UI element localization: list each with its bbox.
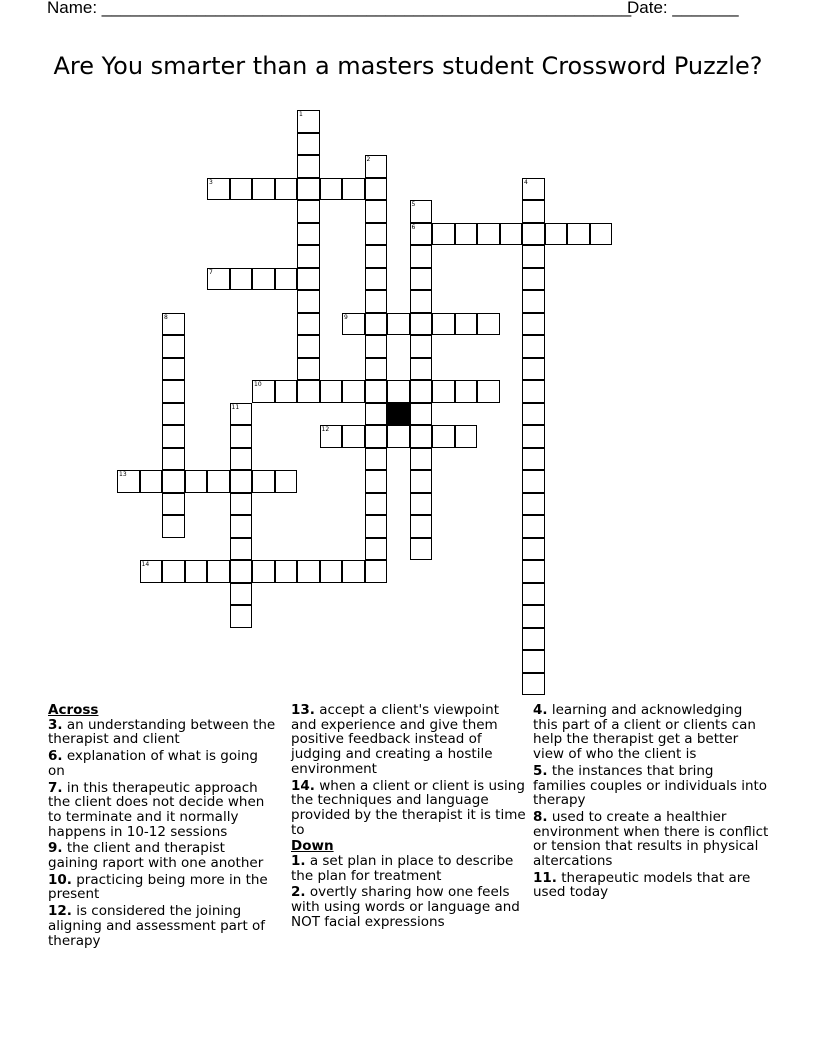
grid-cell[interactable] <box>410 403 433 426</box>
grid-cell[interactable] <box>410 493 433 516</box>
grid-cell[interactable] <box>432 223 455 246</box>
clue-number: 8 <box>164 313 168 321</box>
grid-cell[interactable] <box>432 380 455 403</box>
clue-across-10: 10. practicing being more in the present <box>48 871 268 903</box>
clue-number: 2 <box>366 156 371 163</box>
grid-cell[interactable] <box>387 425 410 448</box>
grid-cell[interactable] <box>455 380 478 403</box>
grid-cell[interactable] <box>365 335 388 358</box>
grid-cell[interactable] <box>522 425 545 448</box>
grid-cell[interactable] <box>162 425 185 448</box>
grid-cell[interactable] <box>230 560 253 583</box>
grid-cell[interactable] <box>365 245 388 268</box>
grid-cell[interactable] <box>230 538 253 561</box>
clue-number: 9 <box>344 313 348 321</box>
grid-cell[interactable] <box>410 358 433 381</box>
clue-across-13: 13. accept a client's viewpoint and experience and give them positive feedback instead of judging and creating a hostile environment <box>291 702 499 777</box>
grid-cell[interactable] <box>162 493 185 516</box>
grid-cell[interactable] <box>522 673 545 696</box>
grid-cell[interactable] <box>545 223 568 246</box>
clue-number: 3 <box>209 178 213 186</box>
grid-cell[interactable] <box>365 448 388 471</box>
grid-cell[interactable] <box>320 425 343 448</box>
clue-number: 1 <box>299 111 303 118</box>
grid-cell[interactable] <box>522 313 545 336</box>
grid-cell[interactable] <box>522 380 545 403</box>
grid-cell[interactable] <box>297 560 320 583</box>
grid-cell[interactable] <box>185 470 208 493</box>
grid-cell[interactable] <box>522 200 545 223</box>
grid-cell[interactable] <box>365 403 388 426</box>
grid-cell[interactable] <box>252 268 275 291</box>
grid-cell[interactable] <box>342 380 365 403</box>
black-cell <box>387 403 410 426</box>
grid-cell[interactable] <box>140 560 163 583</box>
grid-cell[interactable] <box>365 560 388 583</box>
grid-cell[interactable] <box>230 403 253 426</box>
grid-cell[interactable] <box>522 650 545 673</box>
grid-cell[interactable] <box>522 628 545 651</box>
grid-cell[interactable] <box>140 470 163 493</box>
grid-cell[interactable] <box>162 470 185 493</box>
grid-cell[interactable] <box>297 358 320 381</box>
clue-down-5: 5. the instances that bring families couples or individuals into therapy <box>533 762 768 809</box>
grid-cell[interactable] <box>252 470 275 493</box>
grid-cell[interactable] <box>275 380 298 403</box>
grid-cell[interactable] <box>410 223 433 246</box>
grid-cell[interactable] <box>387 313 410 336</box>
clue-across-3: 3. an understanding between the therapist and client <box>48 716 276 748</box>
clue-number: 11 <box>231 403 240 411</box>
grid-cell[interactable] <box>477 313 500 336</box>
grid-cell[interactable] <box>207 178 230 201</box>
grid-cell[interactable] <box>522 493 545 516</box>
clue-number: 14 <box>141 561 150 568</box>
clue-down-11: 11. therapeutic models that are used today <box>533 869 751 901</box>
grid-cell[interactable] <box>365 470 388 493</box>
grid-cell[interactable] <box>522 268 545 291</box>
clues-column-3 <box>533 703 769 902</box>
grid-cell[interactable] <box>455 313 478 336</box>
grid-cell[interactable] <box>365 538 388 561</box>
grid-cell[interactable] <box>410 538 433 561</box>
grid-cell[interactable] <box>410 290 433 313</box>
grid-cell[interactable] <box>162 403 185 426</box>
grid-cell[interactable] <box>230 515 253 538</box>
grid-cell[interactable] <box>230 178 253 201</box>
grid-cell[interactable] <box>590 223 613 246</box>
grid-cell[interactable] <box>297 200 320 223</box>
grid-cell[interactable] <box>432 425 455 448</box>
grid-cell[interactable] <box>230 425 253 448</box>
clue-number: 7 <box>209 268 213 276</box>
grid-cell[interactable] <box>207 470 230 493</box>
grid-cell[interactable] <box>365 493 388 516</box>
grid-cell[interactable] <box>522 448 545 471</box>
grid-cell[interactable] <box>365 155 388 178</box>
clue-down-1: 1. a set plan in place to describe the plan for treatment <box>291 853 514 884</box>
grid-cell[interactable] <box>500 223 523 246</box>
grid-cell[interactable] <box>365 313 388 336</box>
clue-number: 13 <box>119 471 127 478</box>
grid-cell[interactable] <box>320 560 343 583</box>
grid-cell[interactable] <box>365 425 388 448</box>
grid-cell[interactable] <box>297 133 320 156</box>
grid-cell[interactable] <box>410 268 433 291</box>
grid-cell[interactable] <box>455 425 478 448</box>
grid-cell[interactable] <box>297 313 320 336</box>
grid-cell[interactable] <box>477 380 500 403</box>
grid-cell[interactable] <box>522 178 545 201</box>
grid-cell[interactable] <box>275 178 298 201</box>
grid-cell[interactable] <box>522 583 545 606</box>
clue-down-8: 8. used to create a healthier environment when there is conflict or tension that results in physical altercations <box>533 808 769 870</box>
grid-cell[interactable] <box>522 605 545 628</box>
grid-cell[interactable] <box>522 538 545 561</box>
grid-cell[interactable] <box>275 268 298 291</box>
grid-cell[interactable] <box>522 335 545 358</box>
grid-cell[interactable] <box>117 470 140 493</box>
grid-cell[interactable] <box>230 268 253 291</box>
grid-cell[interactable] <box>297 110 320 133</box>
grid-cell[interactable] <box>275 560 298 583</box>
date-field: Date: _______ <box>627 0 739 17</box>
grid-cell[interactable] <box>230 583 253 606</box>
grid-cell[interactable] <box>365 268 388 291</box>
grid-cell[interactable] <box>365 515 388 538</box>
clue-across-12: 12. is considered the joining aligning and assessment part of therapy <box>48 903 266 949</box>
grid-cell[interactable] <box>522 223 545 246</box>
clue-number: 12 <box>321 426 330 433</box>
grid-cell[interactable] <box>410 448 433 471</box>
grid-cell[interactable] <box>365 178 388 201</box>
grid-cell[interactable] <box>320 178 343 201</box>
grid-cell[interactable] <box>365 223 388 246</box>
grid-cell[interactable] <box>522 358 545 381</box>
grid-cell[interactable] <box>162 313 185 336</box>
grid-cell[interactable] <box>207 268 230 291</box>
grid-cell[interactable] <box>162 358 185 381</box>
grid-cell[interactable] <box>252 178 275 201</box>
clues-column-1 <box>48 703 278 950</box>
grid-cell[interactable] <box>297 290 320 313</box>
grid-cell[interactable] <box>365 380 388 403</box>
grid-cell[interactable] <box>342 560 365 583</box>
grid-cell[interactable] <box>320 380 343 403</box>
grid-cell[interactable] <box>297 268 320 291</box>
grid-cell[interactable] <box>162 515 185 538</box>
grid-cell[interactable] <box>477 223 500 246</box>
grid-cell[interactable] <box>365 290 388 313</box>
grid-cell[interactable] <box>297 223 320 246</box>
grid-cell[interactable] <box>185 560 208 583</box>
grid-cell[interactable] <box>410 313 433 336</box>
across-heading: Across <box>48 702 99 718</box>
clues-column-2 <box>291 703 527 932</box>
grid-cell[interactable] <box>365 200 388 223</box>
clue-across-14: 14. when a client or client is using the techniques and language provided by the therapist it is time to <box>291 777 526 838</box>
clue-number: 5 <box>411 201 416 208</box>
grid-cell[interactable] <box>162 560 185 583</box>
name-field: Name: ________________________________________________________ <box>47 0 632 17</box>
grid-cell[interactable] <box>342 425 365 448</box>
grid-cell[interactable] <box>252 380 275 403</box>
grid-cell[interactable] <box>410 335 433 358</box>
grid-cell[interactable] <box>522 515 545 538</box>
grid-cell[interactable] <box>365 358 388 381</box>
grid-cell[interactable] <box>162 335 185 358</box>
clue-down-2: 2. overtly sharing how one feels with using words or language and NOT facial expressions <box>291 884 520 930</box>
page-title: Are You smarter than a masters student Crossword Puzzle? <box>53 52 763 80</box>
grid-cell[interactable] <box>297 155 320 178</box>
grid-cell[interactable] <box>342 313 365 336</box>
grid-cell[interactable] <box>387 380 410 403</box>
grid-cell[interactable] <box>410 470 433 493</box>
grid-cell[interactable] <box>522 290 545 313</box>
grid-cell[interactable] <box>410 200 433 223</box>
clue-down-4: 4. learning and acknowledging this part of a client or clients can help the therapist get a better view of who the client is <box>533 702 756 763</box>
grid-cell[interactable] <box>297 380 320 403</box>
grid-cell[interactable] <box>410 380 433 403</box>
grid-cell[interactable] <box>410 515 433 538</box>
clue-across-7: 7. in this therapeutic approach the client does not decide when to terminate and it normally happens in 10-12 sessions <box>48 779 265 840</box>
clue-number: 10 <box>254 381 262 388</box>
grid-cell[interactable] <box>410 425 433 448</box>
grid-cell[interactable] <box>162 448 185 471</box>
grid-cell[interactable] <box>522 245 545 268</box>
grid-cell[interactable] <box>162 380 185 403</box>
clue-number: 4 <box>524 178 528 186</box>
grid-cell[interactable] <box>207 560 230 583</box>
grid-cell[interactable] <box>522 403 545 426</box>
grid-cell[interactable] <box>342 178 365 201</box>
grid-cell[interactable] <box>432 313 455 336</box>
down-heading: Down <box>291 838 334 855</box>
grid-cell[interactable] <box>230 448 253 471</box>
grid-cell[interactable] <box>230 470 253 493</box>
grid-cell[interactable] <box>567 223 590 246</box>
clue-number: 6 <box>411 223 416 231</box>
grid-cell[interactable] <box>410 245 433 268</box>
grid-cell[interactable] <box>522 470 545 493</box>
grid-cell[interactable] <box>297 245 320 268</box>
grid-cell[interactable] <box>230 605 253 628</box>
grid-cell[interactable] <box>297 178 320 201</box>
grid-cell[interactable] <box>522 560 545 583</box>
grid-cell[interactable] <box>230 493 253 516</box>
grid-cell[interactable] <box>275 470 298 493</box>
grid-cell[interactable] <box>455 223 478 246</box>
grid-cell[interactable] <box>252 560 275 583</box>
clue-across-6: 6. explanation of what is going on <box>48 748 258 779</box>
clue-across-9: 9. the client and therapist gaining raport with one another <box>48 840 264 872</box>
grid-cell[interactable] <box>297 335 320 358</box>
